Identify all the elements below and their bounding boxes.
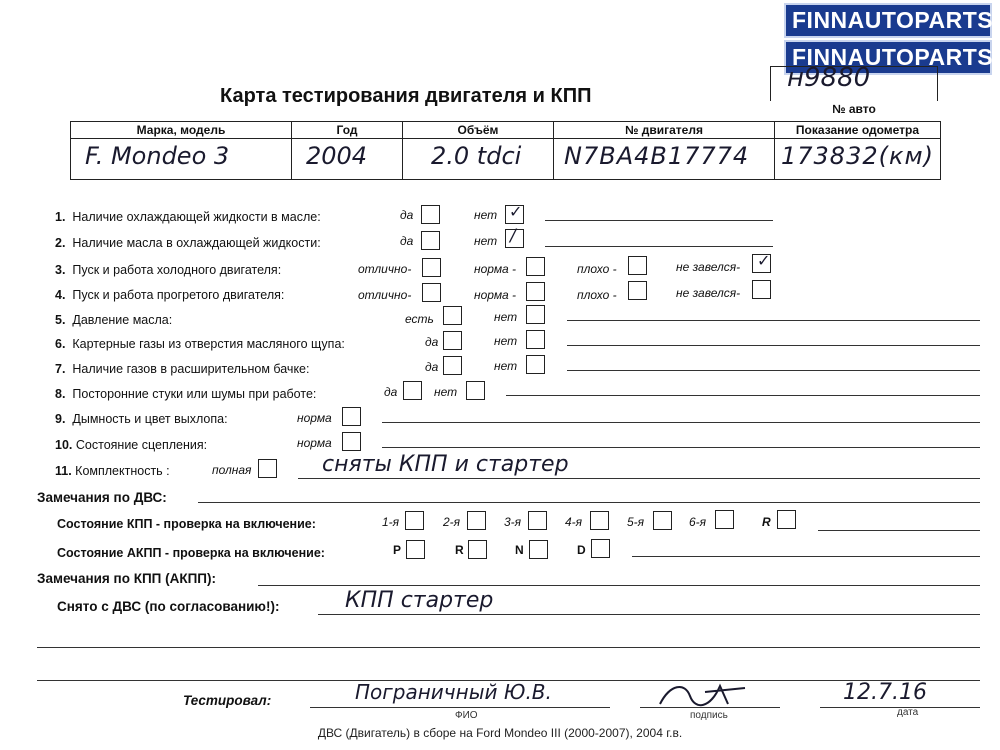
item-6-yes-checkbox[interactable] xyxy=(443,331,462,350)
akpp-state-label: Состояние АКПП - проверка на включение: xyxy=(57,546,325,560)
removed-label: Снято с ДВС (по согласованию!): xyxy=(57,599,280,614)
item-1-yes-checkbox[interactable] xyxy=(421,205,440,224)
item-7-no-checkbox[interactable] xyxy=(526,355,545,374)
gear-1-label: 1-я xyxy=(382,515,400,529)
mode-r-checkbox[interactable] xyxy=(468,540,487,559)
engine-remarks-line xyxy=(198,502,980,503)
item-3-normal-checkbox[interactable] xyxy=(526,257,545,276)
item-8-line xyxy=(506,395,980,396)
fio-caption: ФИО xyxy=(455,710,478,721)
gear-4-label: 4-я xyxy=(565,515,583,529)
item-10-line xyxy=(382,447,980,448)
gear-3-checkbox[interactable] xyxy=(528,511,547,530)
item-6-no-checkbox[interactable] xyxy=(526,330,545,349)
mode-n-checkbox[interactable] xyxy=(529,540,548,559)
item-6-label: 6. Картерные газы из отверстия масляного щупа: xyxy=(55,337,345,351)
item-3-label: 3. Пуск и работа холодного двигателя: xyxy=(55,263,282,277)
mode-d-checkbox[interactable] xyxy=(591,539,610,558)
signature-name-handwriting: Пограничный Ю.В. xyxy=(355,680,552,704)
item-5-opt-no: нет xyxy=(494,310,518,324)
cell-volume: 2.0 tdci xyxy=(403,139,554,180)
item-2-line xyxy=(545,246,773,247)
kpp-remarks-line xyxy=(258,585,980,586)
gear-5-checkbox[interactable] xyxy=(653,511,672,530)
item-2-opt-yes: да xyxy=(400,234,414,248)
item-1-label: 1. Наличие охлаждающей жидкости в масле: xyxy=(55,210,321,224)
item-4-excellent-checkbox[interactable] xyxy=(422,283,441,302)
item-4-opt-excellent: отлично- xyxy=(358,288,412,302)
gear-2-checkbox[interactable] xyxy=(467,511,486,530)
gear-r-checkbox[interactable] xyxy=(777,510,796,529)
item-3-nostart-checkbox[interactable]: ✓ xyxy=(752,254,771,273)
gear-6-checkbox[interactable] xyxy=(715,510,734,529)
col-header-engine-no: № двигателя xyxy=(554,122,775,139)
item-3-opt-nostart: не завелся- xyxy=(676,260,741,274)
item-3-opt-normal: норма - xyxy=(474,262,517,276)
item-5-line xyxy=(567,320,980,321)
cell-engine-no: N7BA4B17774 xyxy=(554,139,775,180)
auto-number-box xyxy=(770,63,938,101)
item-11-full-checkbox[interactable] xyxy=(258,459,277,478)
item-7-opt-yes: да xyxy=(425,360,439,374)
removed-handwriting: КПП стартер xyxy=(345,588,494,613)
fio-line xyxy=(310,707,610,708)
item-4-label: 4. Пуск и работа прогретого двигателя: xyxy=(55,288,285,302)
auto-number-label: № авто xyxy=(832,102,876,116)
kpp-state-line xyxy=(818,530,980,531)
gear-5-label: 5-я xyxy=(627,515,645,529)
item-7-label: 7. Наличие газов в расширительном бачке: xyxy=(55,362,310,376)
item-5-no-checkbox[interactable] xyxy=(526,305,545,324)
item-1-opt-no: нет xyxy=(474,208,498,222)
item-3-excellent-checkbox[interactable] xyxy=(422,258,441,277)
item-6-opt-yes: да xyxy=(425,335,439,349)
engine-remarks-label: Замечания по ДВС: xyxy=(37,490,167,505)
item-3-bad-checkbox[interactable] xyxy=(628,256,647,275)
date-handwriting: 12.7.16 xyxy=(843,680,927,705)
item-9-normal-checkbox[interactable] xyxy=(342,407,361,426)
kpp-state-label: Состояние КПП - проверка на включение: xyxy=(57,517,316,531)
item-7-line xyxy=(567,370,980,371)
item-2-yes-checkbox[interactable] xyxy=(421,231,440,250)
item-8-yes-checkbox[interactable] xyxy=(403,381,422,400)
gear-1-checkbox[interactable] xyxy=(405,511,424,530)
item-5-opt-yes: есть xyxy=(405,312,434,326)
item-4-nostart-checkbox[interactable] xyxy=(752,280,771,299)
item-3-opt-bad: плохо - xyxy=(577,262,617,276)
item-2-opt-no: нет xyxy=(474,234,498,248)
image-caption: ДВС (Двигатель) в сборе на Ford Mondeo III (2000-2007), 2004 г.в. xyxy=(317,726,683,740)
item-2-no-checkbox[interactable]: / xyxy=(505,229,524,248)
item-11-line xyxy=(298,478,980,479)
logo-banner-top: FINNAUTOPARTS xyxy=(784,3,992,38)
mode-n-label: N xyxy=(515,543,524,557)
item-3-opt-excellent: отлично- xyxy=(358,262,412,276)
item-9-label: 9. Дымность и цвет выхлопа: xyxy=(55,412,228,426)
item-7-yes-checkbox[interactable] xyxy=(443,356,462,375)
gear-r-label: R xyxy=(762,515,771,529)
blank-line-1 xyxy=(37,647,980,648)
mode-p-checkbox[interactable] xyxy=(406,540,425,559)
auto-number-value: н9880 xyxy=(787,63,871,93)
signature-caption: подпись xyxy=(690,710,728,721)
item-9-line xyxy=(382,422,980,423)
item-8-label: 8. Посторонние стуки или шумы при работе: xyxy=(55,387,317,401)
gear-4-checkbox[interactable] xyxy=(590,511,609,530)
item-6-opt-no: нет xyxy=(494,334,518,348)
signature-scribble xyxy=(650,674,760,714)
item-8-opt-no: нет xyxy=(434,385,458,399)
item-11-label: 11. Комплектность : xyxy=(55,464,170,478)
akpp-state-line xyxy=(632,556,980,557)
gear-6-label: 6-я xyxy=(689,515,707,529)
item-9-opt-normal: норма xyxy=(297,411,332,425)
item-4-opt-nostart: не завелся- xyxy=(676,286,741,300)
item-10-opt-normal: норма xyxy=(297,436,332,450)
item-5-label: 5. Давление масла: xyxy=(55,313,173,327)
cell-odometer: 173832(км) xyxy=(775,139,941,180)
signature-line xyxy=(640,707,780,708)
tested-by-label: Тестировал: xyxy=(183,693,272,708)
col-header-volume: Объём xyxy=(403,122,554,139)
col-header-model: Марка, модель xyxy=(71,122,292,139)
header-table xyxy=(70,121,941,180)
removed-line xyxy=(318,614,980,615)
item-1-line xyxy=(545,220,773,221)
col-header-year: Год xyxy=(292,122,403,139)
item-8-no-checkbox[interactable] xyxy=(466,381,485,400)
item-10-label: 10. Состояние сцепления: xyxy=(55,438,208,452)
mode-r-label: R xyxy=(455,543,464,557)
item-4-normal-checkbox[interactable] xyxy=(526,282,545,301)
kpp-remarks-label: Замечания по КПП (АКПП): xyxy=(37,571,216,586)
item-4-bad-checkbox[interactable] xyxy=(628,281,647,300)
item-8-opt-yes: да xyxy=(384,385,398,399)
item-4-opt-bad: плохо - xyxy=(577,288,617,302)
item-6-line xyxy=(567,345,980,346)
item-4-opt-normal: норма - xyxy=(474,288,517,302)
cell-model: F. Mondeo 3 xyxy=(71,139,292,180)
completeness-handwriting: сняты КПП и стартер xyxy=(322,452,569,477)
item-10-normal-checkbox[interactable] xyxy=(342,432,361,451)
mode-d-label: D xyxy=(577,543,586,557)
item-5-yes-checkbox[interactable] xyxy=(443,306,462,325)
gear-2-label: 2-я xyxy=(443,515,461,529)
date-caption: дата xyxy=(897,707,919,718)
item-1-opt-yes: да xyxy=(400,208,414,222)
form-title: Карта тестирования двигателя и КПП xyxy=(220,85,592,107)
col-header-odometer: Показание одометра xyxy=(775,122,941,139)
item-2-label: 2. Наличие масла в охлаждающей жидкости: xyxy=(55,236,321,250)
cell-year: 2004 xyxy=(292,139,403,180)
logo-banner-bottom: FINNAUTOPARTS xyxy=(784,40,992,75)
mode-p-label: P xyxy=(393,543,402,557)
item-1-no-checkbox[interactable]: ✓ xyxy=(505,205,524,224)
item-11-opt-full: полная xyxy=(212,463,252,477)
item-7-opt-no: нет xyxy=(494,359,518,373)
gear-3-label: 3-я xyxy=(504,515,522,529)
